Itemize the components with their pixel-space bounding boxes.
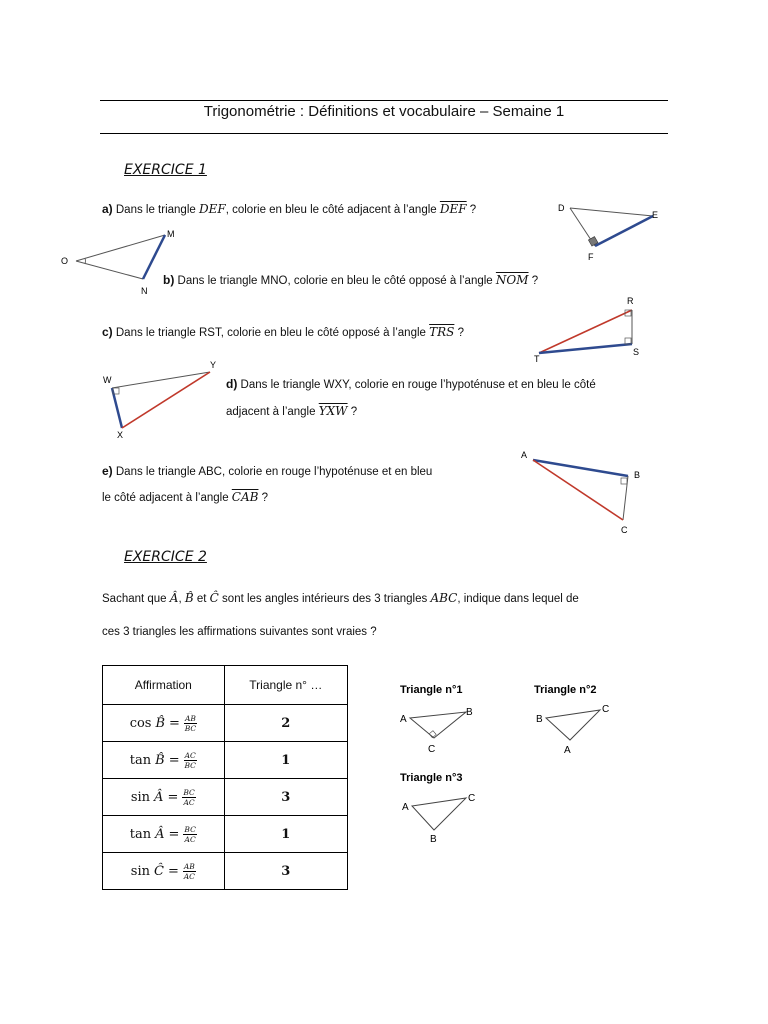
triangle-2-title: Triangle n°2 — [534, 684, 597, 696]
triangle-2-figure — [530, 680, 630, 760]
triangle-def-figure — [550, 198, 670, 266]
ex2-and: et — [196, 593, 207, 605]
angle-b-hat: B̂ — [184, 591, 194, 605]
question-d-text1: Dans le triangle WXY, colorie en rouge l’hypoténuse et en bleu le côté — [240, 379, 596, 391]
question-e-angle: $\overline{CAB}$ — [231, 490, 259, 504]
fn: sin — [130, 863, 150, 879]
angle-c-hat: Ĉ — [209, 591, 219, 605]
question-d-text2: adjacent à l’angle — [226, 406, 319, 418]
numerator: AB — [184, 713, 196, 723]
t1-vertex-a: A — [400, 714, 407, 725]
triangle-3-figure — [396, 768, 496, 848]
t1-vertex-c: C — [428, 744, 436, 755]
vertex-a: A — [521, 450, 528, 460]
angle: Â — [155, 826, 165, 842]
affirmation-cell: tan B̂ = $\frac{AC}{BC}$ — [103, 742, 225, 779]
question-e-line1 — [102, 464, 432, 478]
table-row — [103, 779, 348, 816]
question-a-label: a) — [102, 202, 113, 216]
question-b-end: ? — [528, 275, 539, 287]
triangle-rst-figure — [528, 292, 653, 364]
angle: B̂ — [155, 752, 165, 768]
question-d-angle: $\overline{YXW}$ — [318, 404, 348, 418]
affirmation-table — [102, 665, 348, 890]
denominator: BC — [184, 760, 196, 770]
triangle-1-title: Triangle n°1 — [400, 684, 463, 696]
exercice-2-heading: EXERCICE 2 — [124, 549, 207, 565]
fn: sin — [130, 789, 151, 805]
denominator: AC — [183, 871, 195, 881]
question-e-label: e) — [102, 464, 113, 478]
question-c-angle: $\overline{TRS}$ — [429, 325, 455, 339]
question-b-text: Dans le triangle MNO, colorie en bleu le côté opposé à l’angle — [177, 275, 496, 287]
vertex-t: T — [534, 354, 540, 364]
triangle-abc-figure — [515, 446, 645, 538]
exercice-1-heading: EXERCICE 1 — [124, 162, 207, 178]
t3-vertex-b: B — [430, 834, 437, 845]
numerator: BC — [184, 824, 196, 834]
denominator: BC — [184, 723, 197, 733]
question-a-text1: Dans le triangle — [115, 204, 199, 216]
vertex-f: F — [588, 252, 594, 262]
question-d-end: ? — [347, 406, 358, 418]
header-triangle: Triangle n° … — [224, 666, 347, 705]
angle: B̂ — [155, 715, 166, 731]
table-row — [103, 816, 348, 853]
page-title: Trigonométrie : Définitions et vocabulaire – Semaine 1 — [203, 103, 565, 120]
angle: Â — [154, 789, 164, 805]
header-affirmation: Affirmation — [103, 666, 225, 705]
exercice-2-line2: ces 3 triangles les affirmations suivantes sont vraies ? — [102, 626, 377, 638]
numerator: BC — [183, 787, 195, 797]
ex2-triangle: ABC — [430, 591, 458, 605]
table-row — [103, 705, 348, 742]
question-d-label: d) — [226, 377, 238, 391]
vertex-o: O — [61, 256, 69, 266]
question-a-angle: $\overline{DEF}$ — [439, 202, 467, 216]
exercice-2-line1: Sachant que Â, B̂ et Ĉ sont les angles intérieurs des 3 triangles ABC, indique dans lequel de — [102, 591, 579, 605]
numerator: AB — [183, 861, 195, 871]
vertex-c: C — [621, 525, 628, 535]
affirmation-cell: sin Ĉ = $\frac{AB}{AC}$ — [103, 853, 225, 890]
t3-vertex-a: A — [402, 802, 409, 813]
vertex-x: X — [117, 430, 124, 440]
question-b — [163, 273, 538, 287]
question-e-text1: Dans le triangle ABC, colorie en rouge l’hypoténuse et en bleu — [115, 466, 433, 478]
question-e-line2 — [102, 490, 268, 504]
vertex-m: M — [167, 229, 175, 239]
numerator: AC — [184, 750, 196, 760]
t2-vertex-b: B — [536, 714, 543, 725]
vertex-r: R — [627, 296, 634, 306]
vertex-e: E — [652, 210, 659, 220]
t3-vertex-c: C — [468, 793, 476, 804]
question-c-end: ? — [454, 327, 464, 339]
triangle-wxy-figure — [98, 358, 228, 442]
answer-cell[interactable]: 3 — [224, 853, 347, 890]
ex2-text-c: , indique dans lequel de — [457, 593, 579, 605]
fn: tan — [129, 752, 152, 768]
ex2-text-b: sont les angles intérieurs des 3 triangles — [218, 593, 431, 605]
t2-vertex-a: A — [564, 745, 571, 756]
denominator: AC — [184, 834, 196, 844]
triangle-3-title: Triangle n°3 — [400, 772, 463, 784]
header-rule-top — [100, 100, 668, 101]
header-rule-bottom — [100, 133, 668, 134]
affirmation-cell: tan Â = $\frac{BC}{AC}$ — [103, 816, 225, 853]
question-a-triangle: DEF — [198, 202, 226, 216]
table-row — [103, 853, 348, 890]
answer-cell[interactable]: 2 — [224, 705, 347, 742]
fn: cos — [129, 715, 152, 731]
answer-cell[interactable]: 3 — [224, 779, 347, 816]
question-d-line2 — [226, 404, 357, 418]
denominator: AC — [183, 797, 195, 807]
ex2-text-a: Sachant que — [102, 593, 170, 605]
vertex-w: W — [103, 375, 112, 385]
table-header-row — [103, 666, 348, 705]
question-c-label: c) — [102, 325, 113, 339]
affirmation-cell: sin Â = $\frac{BC}{AC}$ — [103, 779, 225, 816]
angle: Ĉ — [154, 863, 164, 879]
question-c — [102, 325, 464, 339]
vertex-n: N — [141, 286, 148, 296]
vertex-y: Y — [210, 360, 217, 370]
fn: tan — [129, 826, 152, 842]
vertex-s: S — [633, 347, 640, 357]
question-b-angle: $\overline{NOM}$ — [495, 273, 529, 287]
vertex-b: B — [634, 470, 641, 480]
triangle-1-figure — [396, 680, 496, 760]
question-a-end: ? — [466, 204, 477, 216]
affirmation-cell: cos B̂ = $\frac{AB}{BC}$ — [103, 705, 225, 742]
question-e-text2: le côté adjacent à l’angle — [102, 492, 232, 504]
question-e-end: ? — [258, 492, 269, 504]
table-row — [103, 742, 348, 779]
question-c-text: Dans le triangle RST, colorie en bleu le côté opposé à l’angle — [115, 327, 430, 339]
angle-a-hat: Â — [169, 591, 179, 605]
question-b-label: b) — [163, 273, 175, 287]
question-d-line1 — [226, 377, 596, 391]
question-a-text2: , colorie en bleu le côté adjacent à l’angle — [225, 204, 440, 216]
t2-vertex-c: C — [602, 704, 610, 715]
vertex-d: D — [558, 203, 565, 213]
answer-cell[interactable]: 1 — [224, 816, 347, 853]
answer-cell[interactable]: 1 — [224, 742, 347, 779]
t1-vertex-b: B — [466, 707, 473, 718]
question-a — [102, 202, 476, 216]
